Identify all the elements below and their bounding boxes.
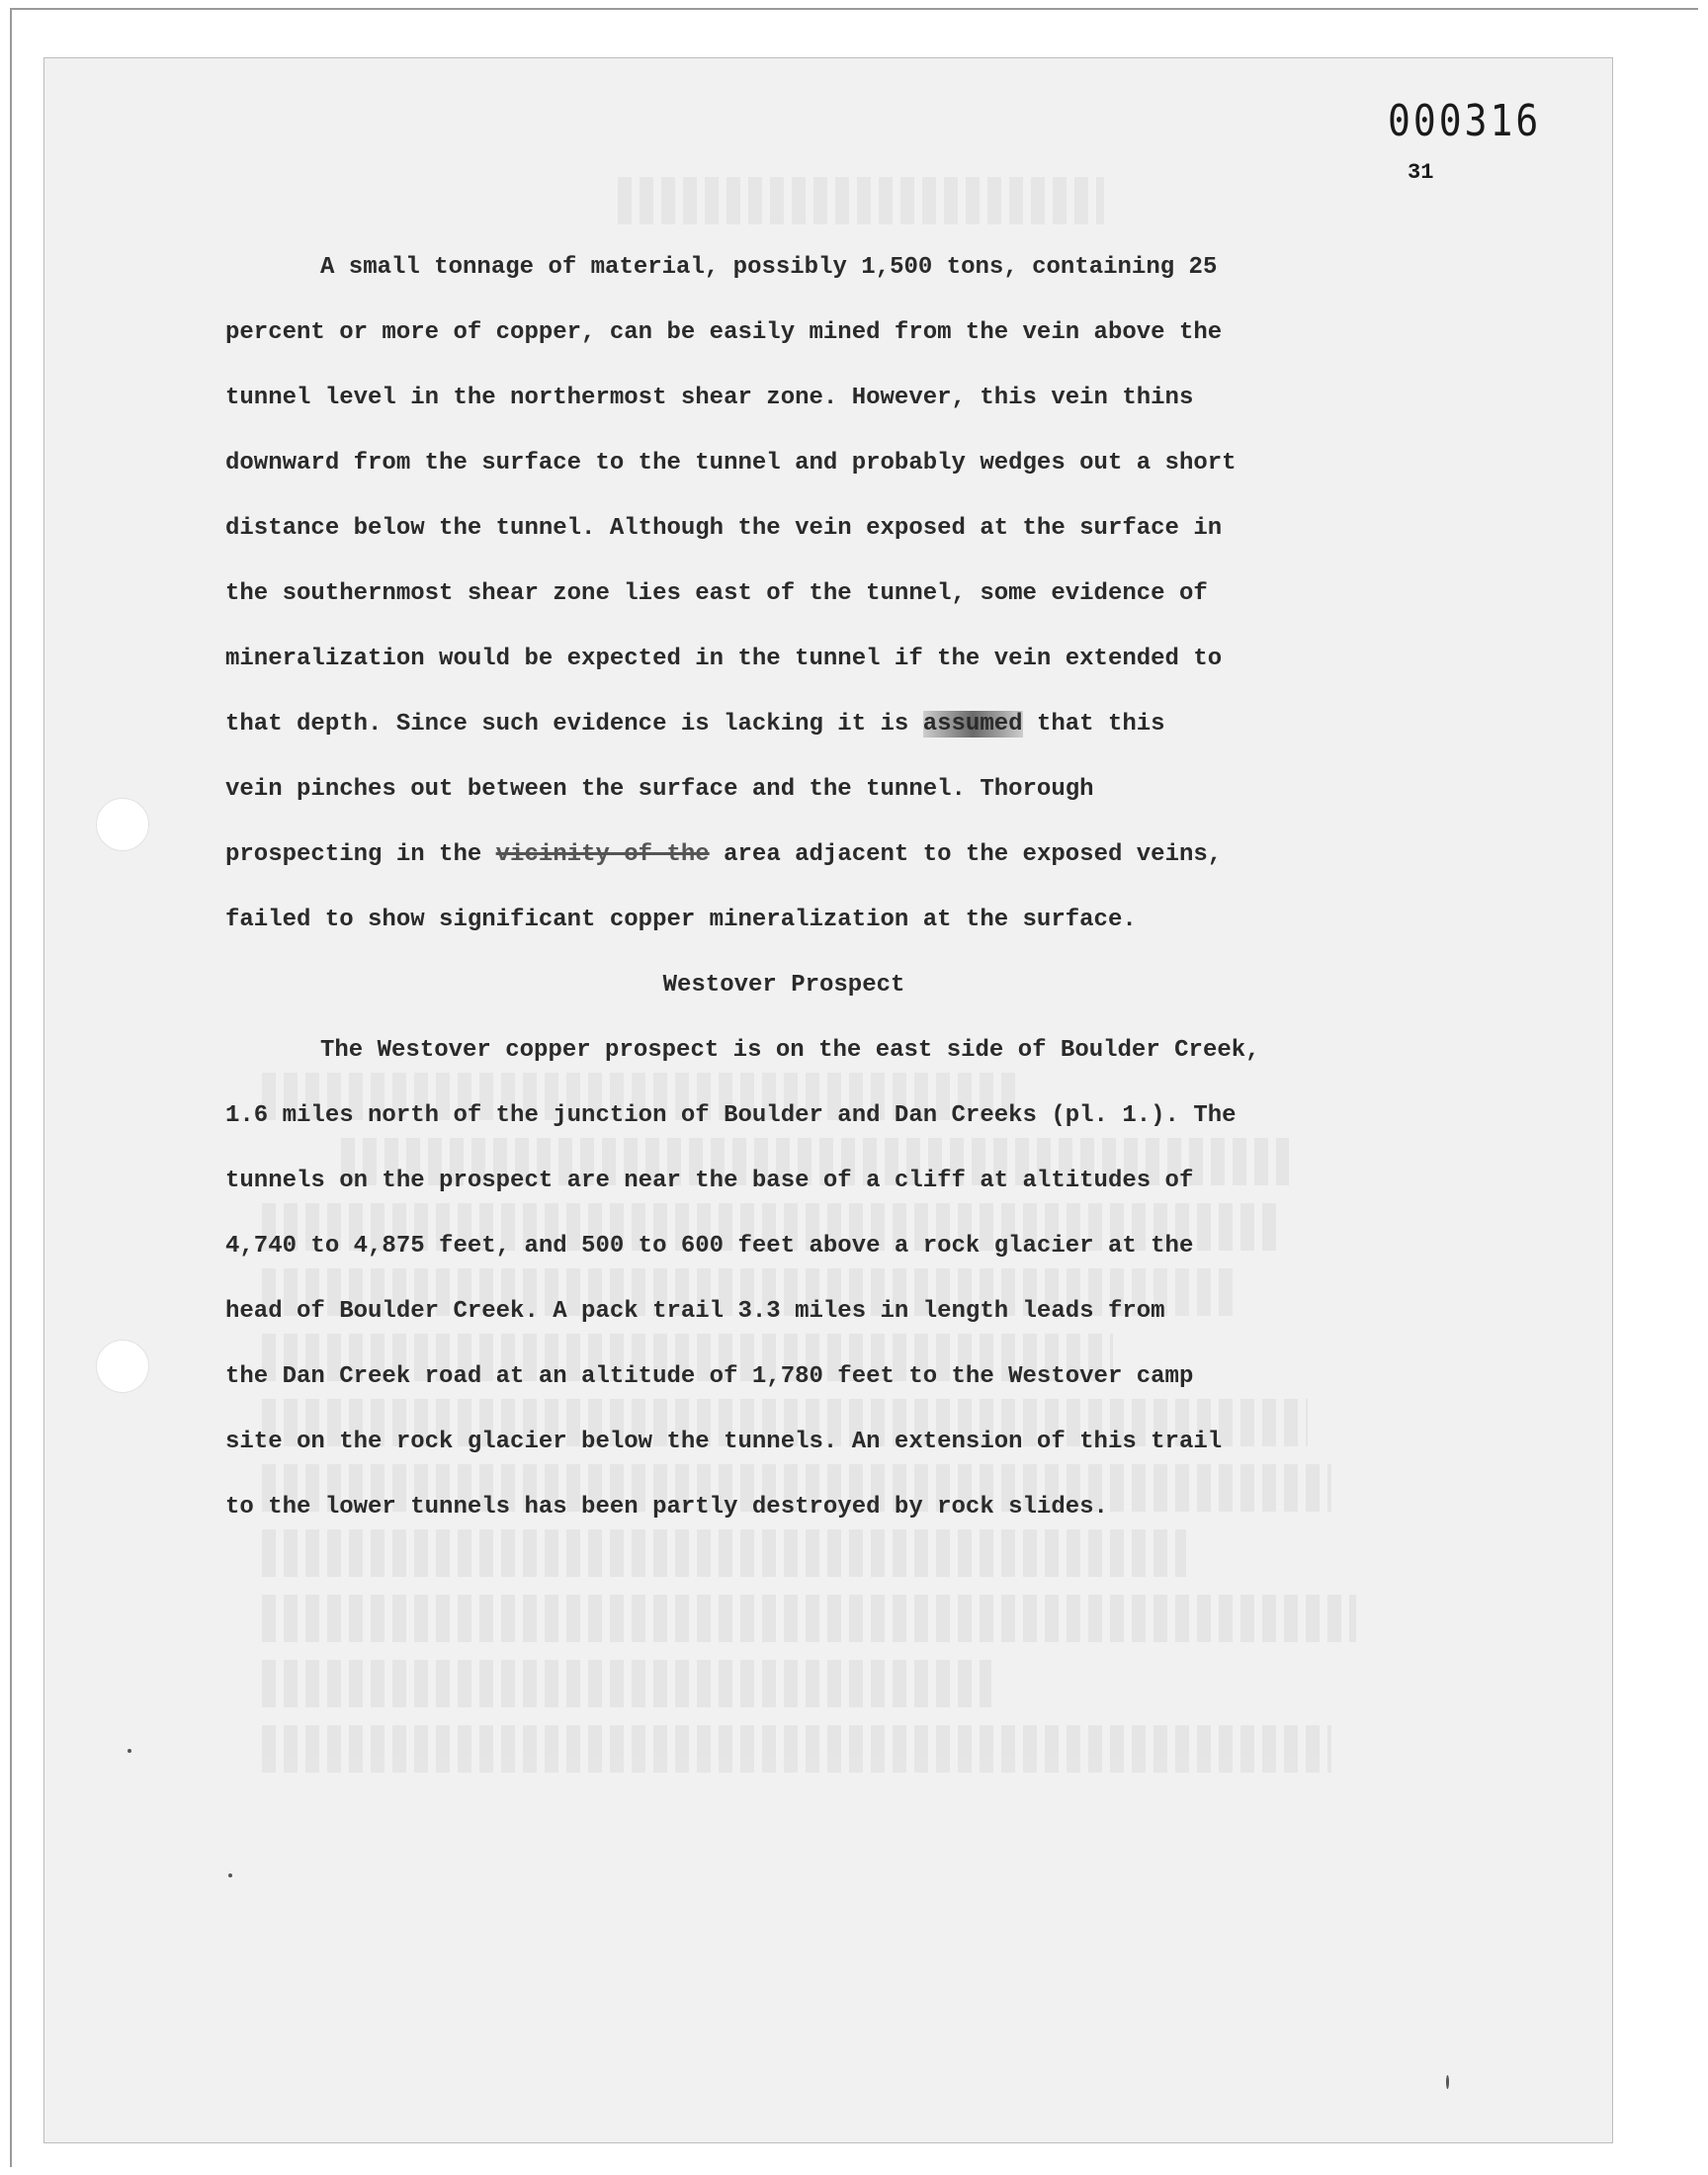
text-line: A small tonnage of material, possibly 1,500 tons, containing 25 <box>320 254 1218 281</box>
scan-speck <box>228 1873 232 1877</box>
text-line: the Dan Creek road at an altitude of 1,780 feet to the Westover camp <box>225 1363 1194 1390</box>
text-line: mineralization would be expected in the tunnel if the vein extended to <box>225 646 1223 672</box>
text-line: The Westover copper prospect is on the east side of Boulder Creek, <box>320 1037 1260 1064</box>
punch-hole-upper <box>96 798 149 851</box>
text-fragment: prospecting in the <box>225 841 496 868</box>
scan-speck <box>128 1749 131 1753</box>
text-line <box>225 823 1441 888</box>
text-line: 4,740 to 4,875 feet, and 500 to 600 feet above a rock glacier at the <box>225 1233 1194 1260</box>
text-fragment: that this <box>1022 711 1165 738</box>
section-heading: Westover Prospect <box>662 972 905 999</box>
text-line: to the lower tunnels has been partly destroyed by rock slides. <box>225 1494 1108 1521</box>
text-line: downward from the surface to the tunnel and probably wedges out a short <box>225 450 1237 477</box>
punch-hole-lower <box>96 1340 149 1393</box>
body-text <box>225 235 1441 1540</box>
text-line: head of Boulder Creek. A pack trail 3.3 miles in length leads from <box>225 1298 1165 1325</box>
document-number: 000316 <box>1388 95 1542 146</box>
smudged-word: assumed <box>922 711 1023 738</box>
text-line: the southernmost shear zone lies east of the tunnel, some evidence of <box>225 580 1208 607</box>
page-number: 31 <box>1408 160 1434 185</box>
struck-through-text: vicinity of the <box>495 841 710 868</box>
text-line: percent or more of copper, can be easily mined from the vein above the <box>225 319 1223 346</box>
text-fragment: that depth. Since such evidence is lacking it is <box>225 711 923 738</box>
text-line: site on the rock glacier below the tunnels. An extension of this trail <box>225 1429 1223 1455</box>
text-line: distance below the tunnel. Although the vein exposed at the surface in <box>225 515 1223 542</box>
text-fragment: area adjacent to the exposed veins, <box>709 841 1223 868</box>
text-line: tunnel level in the northermost shear zone. However, this vein thins <box>225 385 1194 411</box>
text-line: tunnels on the prospect are near the base of a cliff at altitudes of <box>225 1168 1194 1194</box>
text-line: failed to show significant copper mineralization at the surface. <box>225 907 1137 933</box>
text-line: vein pinches out between the surface and the tunnel. Thorough <box>225 776 1094 803</box>
text-line <box>225 692 1441 757</box>
scan-speck <box>1446 2075 1449 2089</box>
text-line: 1.6 miles north of the junction of Boulder and Dan Creeks (pl. 1.). The <box>225 1102 1237 1129</box>
